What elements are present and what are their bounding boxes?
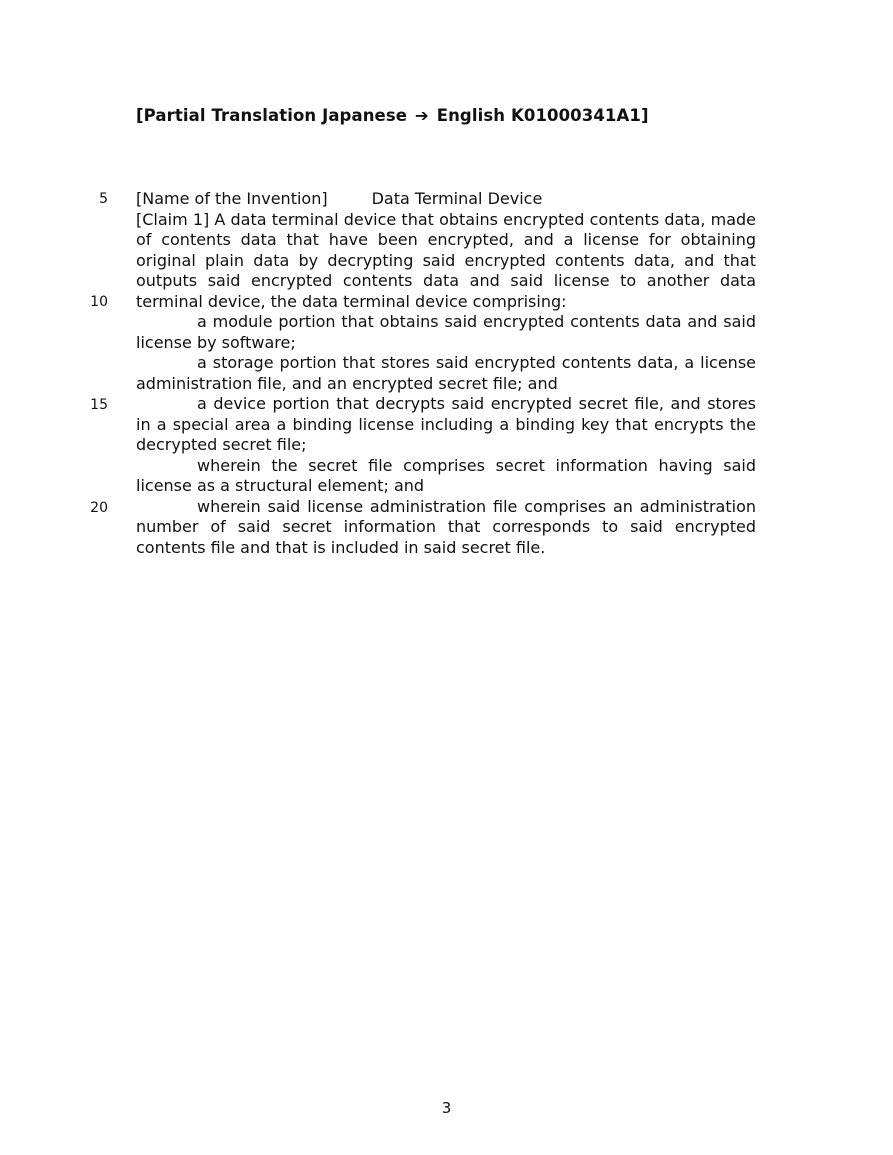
claim-element-module-portion: a module portion that obtains said encrypted contents data and said license by software; xyxy=(136,312,756,352)
line-number-5: 5 xyxy=(99,191,108,207)
claims-body xyxy=(136,189,756,558)
document-header xyxy=(136,106,649,125)
line-number-15: 15 xyxy=(90,397,108,413)
header-title-right: English K01000341A1] xyxy=(436,106,649,125)
line-number-10: 10 xyxy=(90,294,108,310)
invention-name: Data Terminal Device xyxy=(371,189,543,208)
header-title-left: [Partial Translation Japanese xyxy=(136,106,408,125)
page-number: 3 xyxy=(441,1099,452,1117)
line-number-20: 20 xyxy=(90,500,108,516)
claim-element-storage-portion: a storage portion that stores said encrypted contents data, a license administration file, and an encrypted secret file; and xyxy=(136,353,756,393)
invention-title-line xyxy=(136,189,756,210)
claim-element-secret-file: wherein the secret file comprises secret information having said license as a structural element; and xyxy=(136,455,756,495)
arrow-right-icon: ➔ xyxy=(414,106,429,125)
claim-element-device-portion: a device portion that decrypts said encrypted secret file, and stores in a special area a binding license including a binding key that encrypts the decrypted secret file; xyxy=(136,394,756,454)
invention-label: [Name of the Invention] xyxy=(136,189,328,208)
claim-element-license-admin-file: wherein said license administration file comprises an administration number of said secret information that corresponds to said encrypted contents file and that is included in said secret file. xyxy=(136,496,756,557)
claim-1-intro: [Claim 1] A data terminal device that obtains encrypted contents data, made of contents data that have been encrypted, and a license for obtaining original plain data by decrypting said encrypted contents data, and that outputs said encrypted contents data and said license to another data terminal device, the data terminal device comprising: xyxy=(136,209,756,311)
